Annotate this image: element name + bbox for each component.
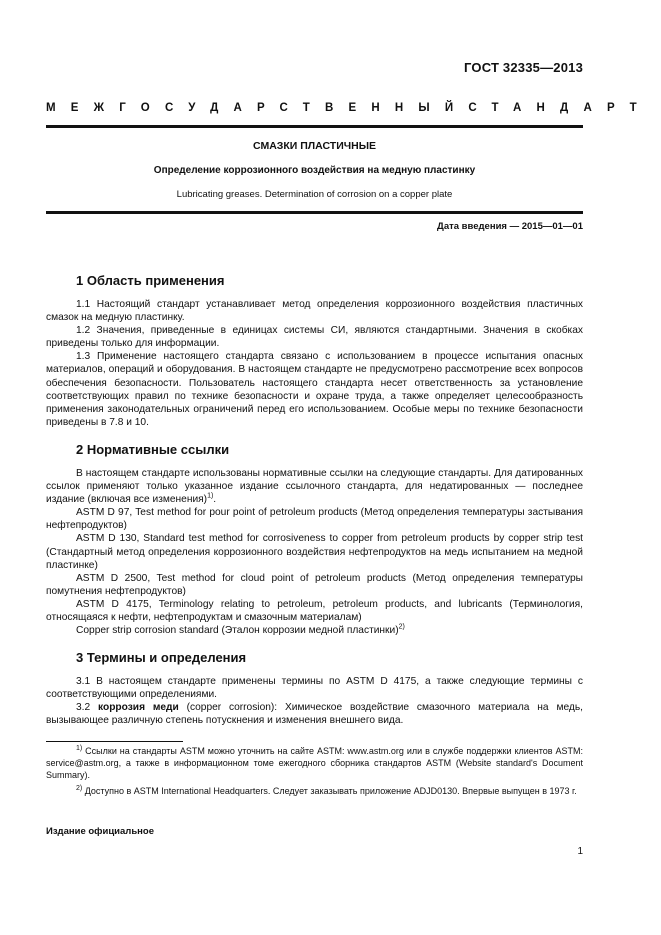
section-terms — [46, 650, 583, 727]
section-heading: 3 Термины и определения — [76, 650, 247, 666]
footnote-text: Доступно в ASTM International Headquarters. Следует заказывать приложение ADJD0130. Впервые выпущен в 1973 г. — [82, 786, 577, 796]
title-divider — [46, 211, 583, 214]
paragraph — [46, 701, 583, 727]
footnote-text: Ссылки на стандарты ASTM можно уточнить на сайте ASTM: www.astm.org или в службе поддержки клиентов ASTM: service@astm.org, а также в информационном томе ежегодного сборника стандартов ASTM (Website standard's Document Summary). — [46, 746, 583, 780]
clause-number: 3.2 — [76, 702, 91, 714]
introduction-date: Дата введения — 2015—01—01 — [437, 221, 583, 232]
paragraph-text: . — [213, 494, 217, 506]
document-body — [46, 273, 583, 741]
paragraph — [46, 467, 583, 506]
footnote-divider — [46, 741, 183, 742]
paragraph: 3.1 В настоящем стандарте применены термины по ASTM D 4175, а также следующие термины с соответствующими определениями. — [46, 676, 583, 701]
paragraph: 1.3 Применение настоящего стандарта связано с использованием в процессе испытания опасных материалов, операций и оборудования. В настоящем стандарте не предусмотрено рассмотрение всех вопросов обеспечения безопасности. Пользователь настоящего стандарта несет ответственность за установление соответствующих правил по технике безопасности и охране труда, а также определяет целесообразность применения законодательных ограничений перед его использованием. Особые меры по технике безопасности приведены в 7.8 и 10. — [46, 351, 583, 428]
section-scope — [46, 273, 583, 429]
footnote — [46, 745, 583, 781]
footnote-ref: 1) — [207, 492, 214, 500]
reference-item — [46, 624, 583, 637]
top-divider — [46, 125, 583, 128]
defined-term: коррозия меди — [98, 702, 179, 714]
document-title-english: Lubricating greases. Determination of corrosion on a copper plate — [176, 189, 453, 200]
paragraph: 1.1 Настоящий стандарт устанавливает метод определения коррозионного воздействия пластичных смазок на медную пластинку. — [46, 299, 583, 324]
standard-type-word-2: СТАНДАРТ — [468, 102, 652, 114]
document-subtitle: Определение коррозионного воздействия на медную пластинку — [153, 165, 476, 176]
paragraph-text: Copper strip corrosion standard (Эталон коррозии медной пластинки) — [76, 625, 399, 637]
page-number: 1 — [577, 846, 583, 857]
section-heading: 1 Область применения — [76, 273, 225, 288]
paragraph: 1.2 Значения, приведенные в единицах системы СИ, являются стандартными. Значения в скобках приведены только для информации. — [46, 325, 583, 350]
standard-type-word-1: МЕЖГОСУДАРСТВЕННЫЙ — [46, 102, 469, 114]
section-heading: 2 Нормативные ссылки — [76, 441, 230, 457]
section-normative-references — [46, 442, 583, 637]
gost-number: ГОСТ 32335—2013 — [464, 60, 583, 75]
document-title: СМАЗКИ ПЛАСТИЧНЫЕ — [253, 140, 376, 152]
footnotes — [46, 745, 583, 801]
reference-item: ASTM D 4175, Terminology relating to petroleum, petroleum products, and lubricants (Терминология, относящаяся к нефти, нефтепродуктам и смазочным материалам) — [46, 598, 583, 623]
paragraph-text: В настоящем стандарте использованы нормативные ссылки на следующие стандарты. Для датированных ссылок применяют только указанное издание ссылочного стандарта, для недатированных — последнее издание (включая все изменения) — [46, 467, 583, 506]
footnote-marker: 1) — [76, 745, 83, 752]
reference-item: ASTM D 130, Standard test method for corrosiveness to copper from petroleum products by copper strip test (Стандартный метод определения коррозионного воздействия нефтепродуктов на медь испытанием на медной пластинке) — [46, 533, 583, 571]
footnote-marker: 2) — [76, 785, 83, 792]
footnote-ref: 2) — [398, 623, 405, 631]
official-edition-label: Издание официальное — [46, 826, 154, 837]
footnote — [46, 785, 583, 797]
reference-item: ASTM D 2500, Test method for cloud point of petroleum products (Метод определения температуры помутнения нефтепродуктов) — [46, 572, 583, 597]
definition-text: (copper corrosion): Химическое воздействие смазочного материала на медь, вызывающее различную степень потускнения и изменения внешнего вида. — [46, 702, 583, 727]
reference-item: ASTM D 97, Test method for pour point of petroleum products (Метод определения температуры застывания нефтепродуктов) — [46, 507, 583, 532]
standard-type — [46, 102, 652, 114]
